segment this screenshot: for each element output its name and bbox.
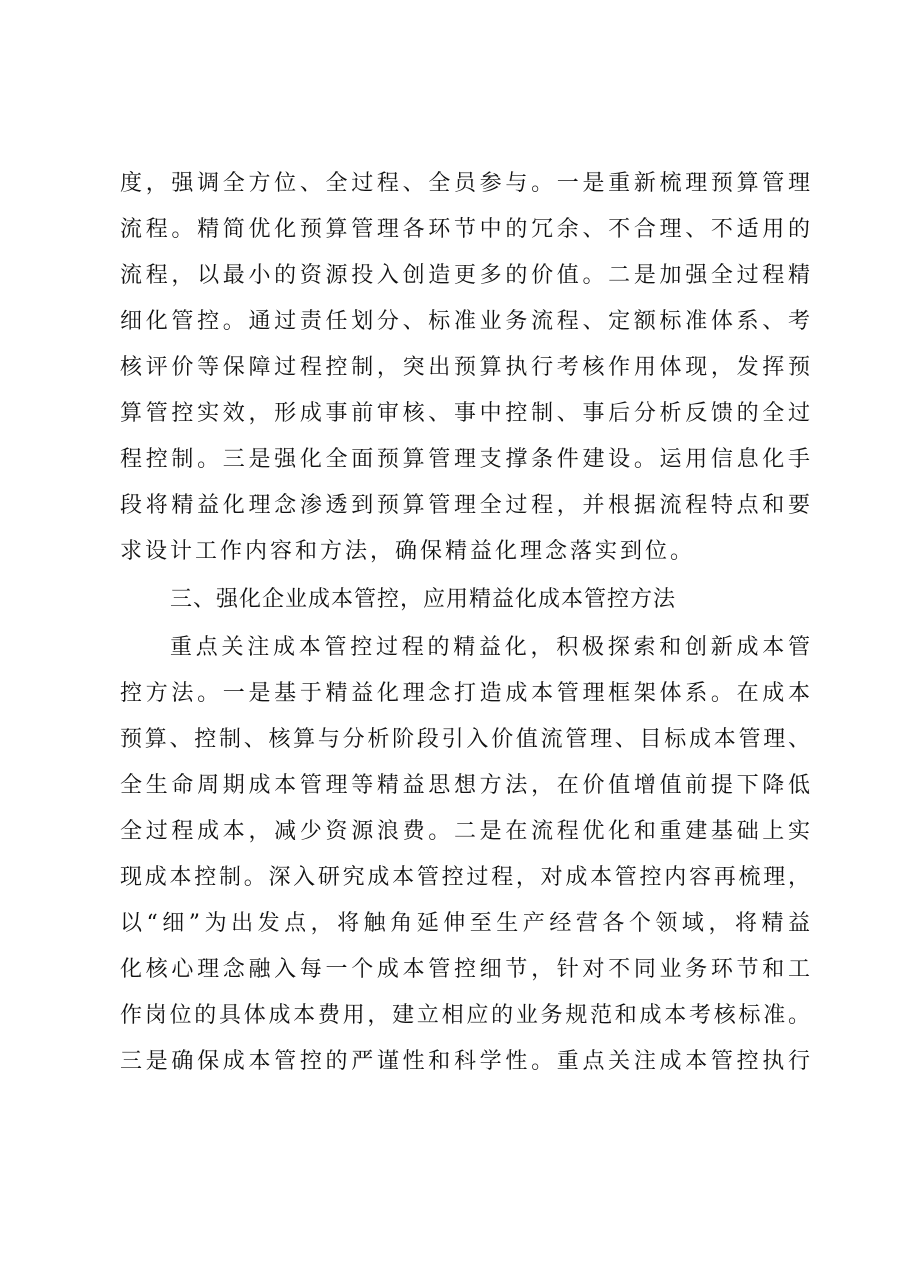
paragraph-line: 段将精益化理念渗透到预算管理全过程，并根据流程特点和要 <box>120 493 810 518</box>
paragraph-line: 细化管控。通过责任划分、标准业务流程、定额标准体系、考 <box>120 309 810 334</box>
paragraph-line: 重点关注成本管控过程的精益化，积极探索和创新成本管 <box>170 635 810 660</box>
paragraph-line: 作岗位的具体成本费用，建立相应的业务规范和成本考核标准。 <box>120 1003 810 1028</box>
paragraph-line: 核评价等保障过程控制，突出预算执行考核作用体现，发挥预 <box>120 355 810 380</box>
paragraph-line: 三是确保成本管控的严谨性和科学性。重点关注成本管控执行 <box>120 1049 810 1074</box>
paragraph-line: 程控制。三是强化全面预算管理支撑条件建设。运用信息化手 <box>120 447 810 472</box>
paragraph-line: 现成本控制。深入研究成本管控过程，对成本管控内容再梳理， <box>120 865 810 890</box>
paragraph-line: 预算、控制、核算与分析阶段引入价值流管理、目标成本管理、 <box>120 727 810 752</box>
paragraph-line: 全过程成本，减少资源浪费。二是在流程优化和重建基础上实 <box>120 819 810 844</box>
paragraph-line: 化核心理念融入每一个成本管控细节，针对不同业务环节和工 <box>120 957 810 982</box>
paragraph-line: 算管控实效，形成事前审核、事中控制、事后分析反馈的全过 <box>120 401 810 426</box>
paragraph-line: 控方法。一是基于精益化理念打造成本管理框架体系。在成本 <box>120 681 810 706</box>
paragraph-line: 求设计工作内容和方法，确保精益化理念落实到位。 <box>120 539 696 564</box>
paragraph-line: 全生命周期成本管理等精益思想方法，在价值增值前提下降低 <box>120 773 810 798</box>
paragraph-line: 以“细”为出发点，将触角延伸至生产经营各个领域，将精益 <box>120 911 810 936</box>
paragraph-line: 流程。精简优化预算管理各环节中的冗余、不合理、不适用的 <box>120 217 810 242</box>
paragraph-line: 度，强调全方位、全过程、全员参与。一是重新梳理预算管理 <box>120 171 810 196</box>
paragraph-line: 流程，以最小的资源投入创造更多的价值。二是加强全过程精 <box>120 263 810 288</box>
section-heading: 三、强化企业成本管控，应用精益化成本管控方法 <box>170 587 677 612</box>
